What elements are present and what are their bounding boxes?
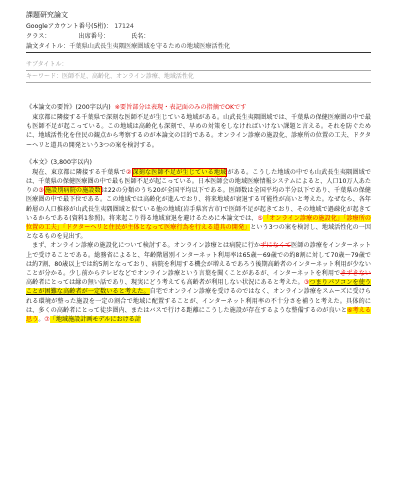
summary-note: ※要旨部分は表現・表記面のみの指摘でOKです (114, 104, 247, 111)
summary-heading (26, 103, 388, 113)
text-segment: 。 (38, 316, 45, 324)
text-segment: がある。こうした地域の中でも山武長生夷隅圏域では、千葉県の保健医療圏の中で最も医師不足が起こっている。日本医師会の地域医療情報システムによると、人口10万人あたりの (26, 168, 372, 195)
subtitle-line (26, 59, 371, 71)
marked-text-segment: ⑥考える思う (26, 306, 371, 324)
class-row (26, 32, 388, 42)
body-paragraph-2 (26, 241, 371, 324)
text-segment: 現在、東京都に隣接する千葉県で (32, 168, 126, 176)
account-value: 17124 (114, 23, 134, 30)
summary-heading-text: 《本論文の要旨》(200字以内) (26, 104, 111, 111)
marked-text-segment: ずになくて (260, 242, 292, 250)
keyword-label: キーワード： (26, 73, 63, 80)
number-label: 出席番号： (78, 33, 107, 40)
body-heading: 《本文》(3,800字以内) (26, 158, 92, 166)
marked-text-segment: きずきない (340, 270, 371, 278)
title-line (26, 42, 371, 53)
text-segment: まず、オンライン診療の施設化について検討する。オンライン診療とは病院に行か (32, 242, 261, 250)
title-value: 千葉県山武長生夷隅医療圏域を守るための地域医療活性化 (69, 43, 231, 50)
number-gap (106, 33, 131, 40)
body-paragraph-1 (26, 168, 371, 242)
subtitle-block (26, 59, 388, 83)
marked-text-segment: ③ (38, 187, 44, 195)
text-segment: 高齢者にとっては縁の無い話であり、現実にどう考えても高齢者が利用しない状況にあると考えた。 (26, 279, 304, 287)
keyword-value: 医師不足、高齢化、オンライン診療、地域活性化 (62, 73, 194, 80)
marked-text-segment: 「オンライン診療の施設化」「診療所の位置の工夫」「ドクターヘリと住民が主体となって医療行為を行える道具の開発」 (26, 214, 371, 232)
account-label: Googleアカウント番号(5桁)： (26, 23, 113, 30)
text-segment: は22の分類のうち20が全国平均以下である。医師数は全国平均の半分以下であり、千葉県の保健医療圏の中で最下位である。この地域では高齢化が進んでおり、将来地域が衰退する可能性が高いと考えた。なぜなら、各年齢層の人口推移が山武長生夷隅圏域と似ている他の地域(岩手県宮古市)で医師不足が起きており、その地域で過疎化が起きているからである(資料1参照)。将来起こり得る地域衰退を避けるために本論文では、 (26, 187, 372, 222)
text-segment: 医師の診療をインターネット上で受けることである。総務省によると、年齢階層別インターネット利用率は65歳～69歳での約8割に対して70歳～79歳では約7割、80歳以上では約5割となっており、病院を利用する機会が増えるであろう後期高齢者のインターネット利用が少ないことが分かる。少し前からテレビなどでオンライン診療という言葉を聞くことがあるが、インターネットを利用で (26, 242, 372, 278)
marked-text-segment: 深刻な医師不足が生じている地域 (132, 168, 227, 176)
marked-text-segment: ③ (303, 279, 310, 287)
marked-text-segment: ⑤ (257, 214, 264, 222)
marked-text-segment: 「地域施設計画モデルにおける計 (49, 316, 141, 324)
marked-text-segment: ② (125, 168, 132, 176)
name-label: 氏名： (131, 33, 150, 40)
subtitle-label: サブタイトル： (26, 61, 68, 68)
doc-heading: 課題研究論文 (26, 11, 68, 19)
marked-text-segment: ⑦ (44, 316, 50, 324)
text-segment: 自宅でオンライン診療を受けるのではなく、オンライン診療をスムーズに受けられる環境が整った施設を一定の割合で地域に配置することが、インターネット利用率の不十分さを補うと考えた。具体的には、多くの高齢者にとって徒歩圏内、またはバスで行ける距離にこうした施設が存在するような整備するのが良いと (26, 288, 371, 314)
marked-text-segment: つまりパソコンを使うことが困難な高齢者が一定数いると考えた。 (26, 279, 371, 296)
summary-text: 東京都に隣接する千葉県で深刻な医師不足が生じている地域がある。山武長生夷隅圏域では、千葉県の保健医療圏の中で最も医師不足が起こっている。この地域は高齢化も深刻で、早めの対策をしなければいけない課題と言える。それを防ぐために、地域活性化を住民の観点から考察するのが本論文の目的である。オンライン診療の施設化、診療所の位置の工夫、ドクターヘリと道具の開発という3つの案を検討する。 (26, 114, 371, 149)
title-label: 論文タイトル： (26, 43, 70, 50)
marked-text-segment: 施設別病院の施設数 (44, 187, 101, 195)
class-gap (47, 33, 78, 40)
account-row (26, 22, 388, 32)
class-label: クラス： (26, 33, 48, 40)
text-segment: という3つの案を検討し、地域活性化の一因となるものを見出す。 (26, 224, 371, 241)
keyword-line (26, 71, 371, 83)
